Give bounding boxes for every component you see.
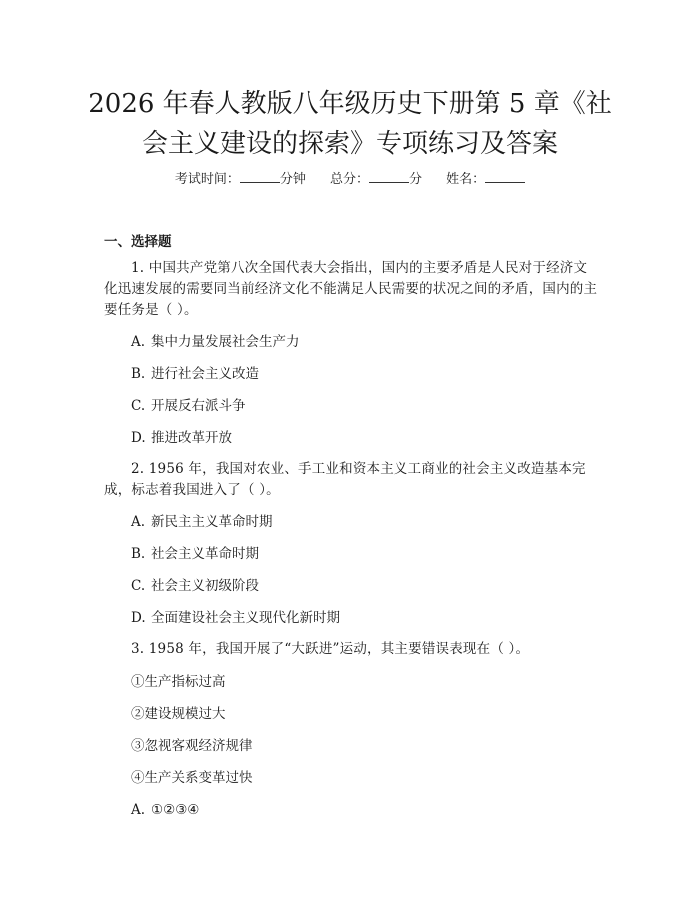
question-1-option-a [131,333,300,351]
option-letter: B. [131,366,146,382]
name-field [446,170,525,189]
question-2-option-d [131,609,340,627]
question-2-option-c [131,577,259,595]
option-text: 推进改革开放 [151,430,232,446]
question-1-option-b [131,365,259,383]
document-title [60,84,640,164]
section-heading: 一、选择题 [104,234,172,250]
question-1-text: 1. 中国共产党第八次全国代表大会指出，国内的主要矛盾是人民对于经济文化迅速发展的需要同当前经济文化不能满足人民需要的状况之间的矛盾，国内的主要任务是（ ）。 [104,260,598,318]
option-letter: D. [131,430,146,446]
question-3-option-a [131,801,199,819]
name-label: 姓名： [446,172,486,187]
question-2-option-a [131,513,273,531]
name-blank [485,170,525,183]
question-3-statement-1: ①生产指标过高 [131,674,226,690]
option-letter: A. [131,802,146,818]
option-letter: A. [131,334,146,350]
option-text: 新民主主义革命时期 [151,514,273,530]
question-3-statement-4: ④生产关系变革过快 [131,770,253,786]
question-1-option-c [131,397,246,415]
option-text: 开展反右派斗争 [151,398,246,414]
exam-time-blank [240,170,280,183]
title-line-1: 2026 年春人教版八年级历史下册第 5 章《社 [88,89,612,119]
score-label: 总分： [329,172,369,187]
question-3-statement-3: ③忽视客观经济规律 [131,738,253,754]
score-blank [369,170,409,183]
exam-time-label: 考试时间： [174,172,240,187]
exam-time-field [175,170,306,189]
option-text: 集中力量发展社会生产力 [151,334,300,350]
score-field [330,170,422,189]
option-letter: D. [131,610,146,626]
option-text: 社会主义初级阶段 [151,578,259,594]
option-letter: C. [131,578,146,594]
option-text: ①②③④ [151,802,200,818]
option-letter: C. [131,398,146,414]
option-letter: B. [131,546,146,562]
question-2-option-b [131,545,259,563]
option-text: 进行社会主义改造 [151,366,259,382]
exam-info-line [0,170,700,189]
option-text: 社会主义革命时期 [151,546,259,562]
question-1-option-d [131,429,232,447]
exam-time-unit: 分钟 [279,172,306,187]
question-3-statement-2: ②建设规模过大 [131,706,226,722]
score-unit: 分 [409,172,423,187]
option-text: 全面建设社会主义现代化新时期 [151,610,340,626]
option-letter: A. [131,514,146,530]
question-2-text: 2. 1956 年，我国对农业、手工业和资本主义工商业的社会主义改造基本完成，标志着我国进入了（ ）。 [104,461,586,498]
title-line-2: 会主义建设的探索》专项练习及答案 [141,129,558,159]
question-3-text: 3. 1958 年，我国开展了“大跃进”运动，其主要错误表现在（ ）。 [131,641,530,657]
